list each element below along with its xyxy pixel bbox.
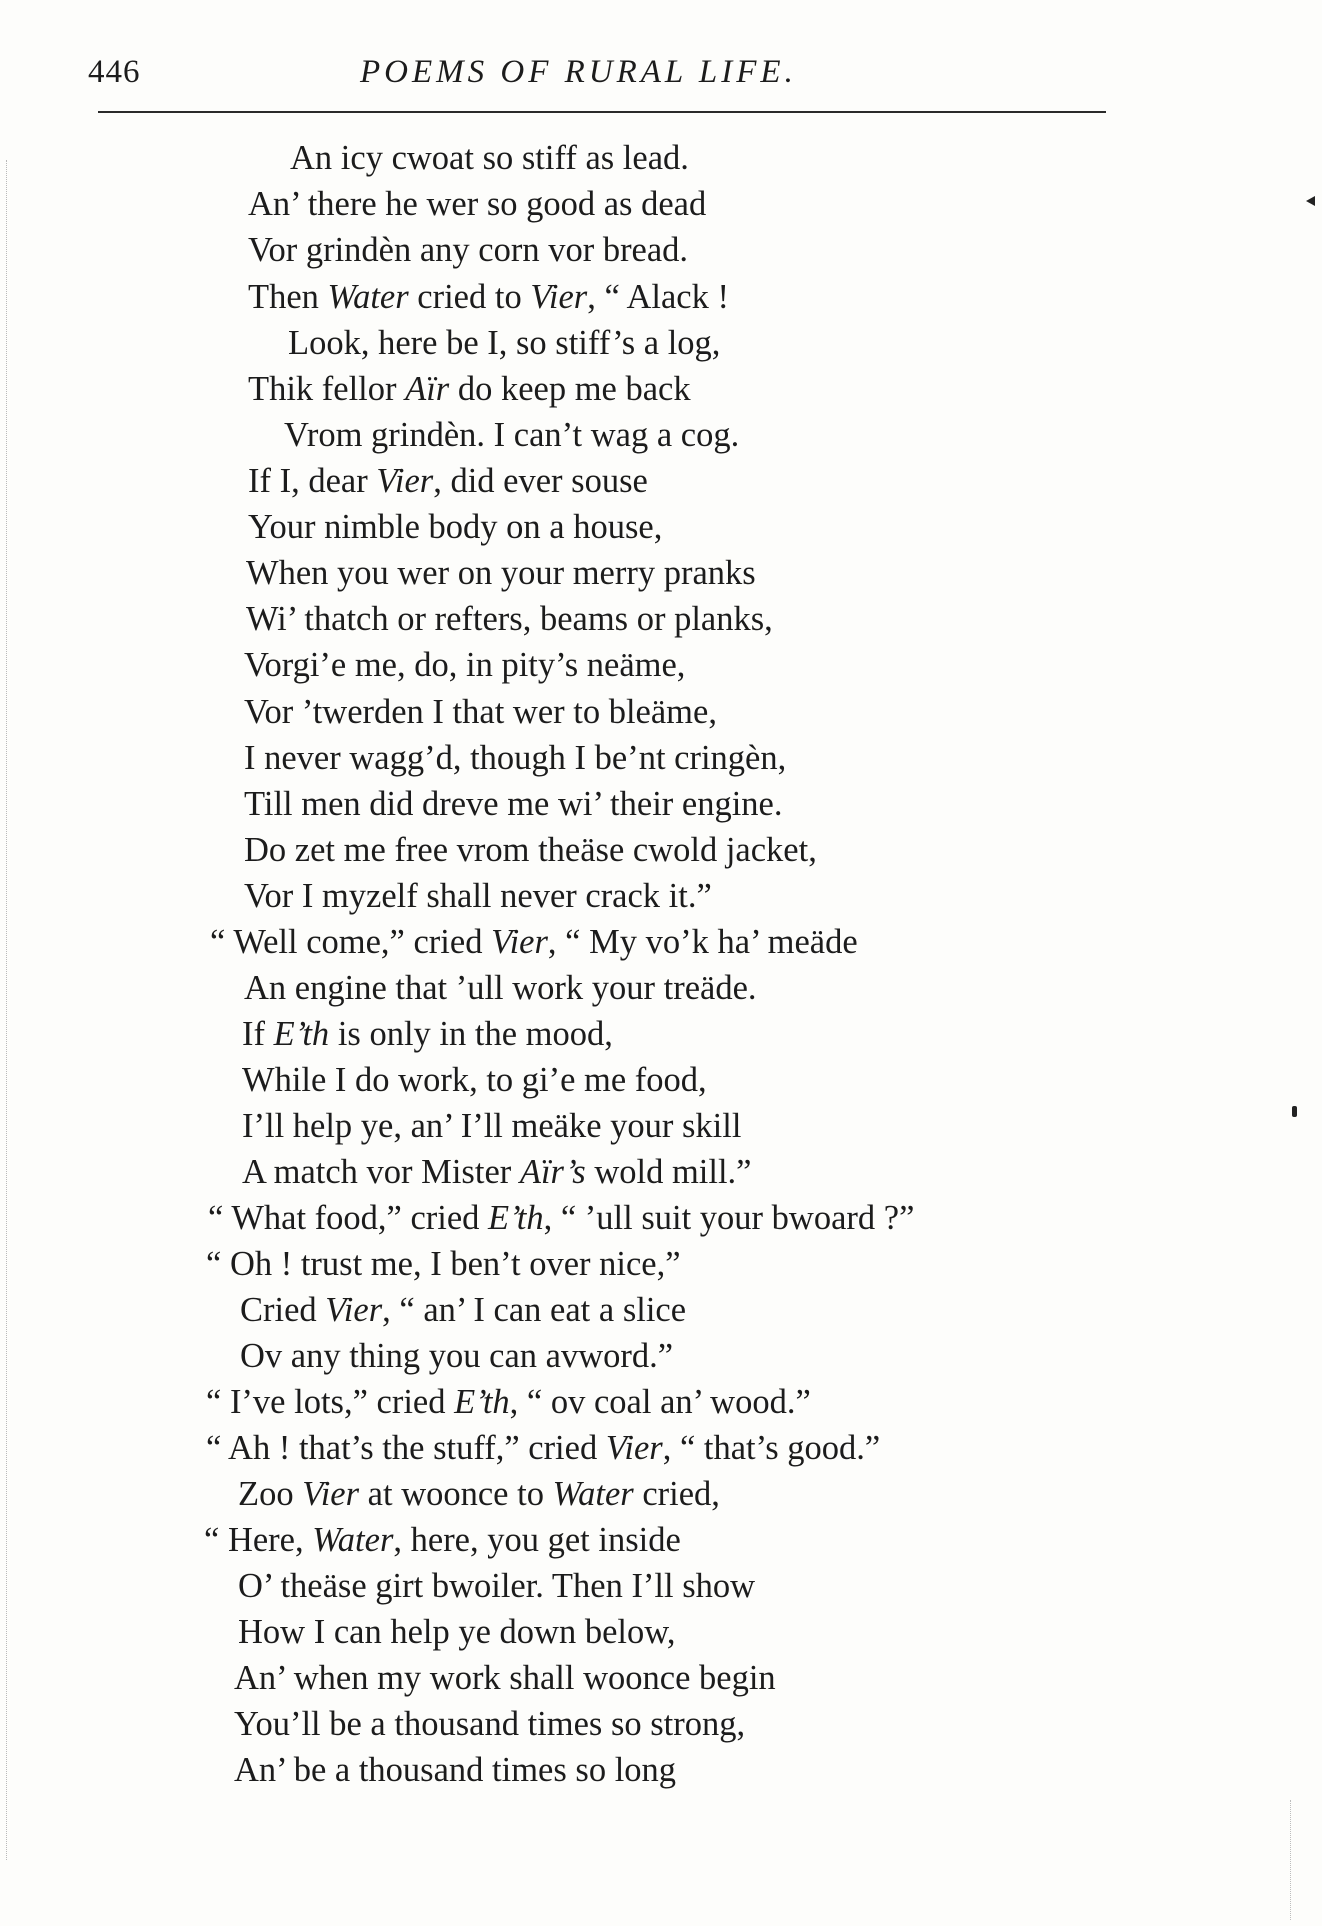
poem-line — [206, 1380, 811, 1424]
poem-line — [244, 828, 817, 872]
poem-line — [248, 367, 691, 411]
line-text: A match vor Mister — [242, 1153, 520, 1191]
line-text: is only in the mood, — [329, 1015, 613, 1053]
poem-line — [244, 966, 757, 1010]
line-text: cried, — [633, 1475, 720, 1513]
poem-line — [234, 1656, 776, 1700]
poem-line — [238, 1472, 720, 1516]
italic-name: Water — [312, 1521, 394, 1559]
line-text: I never wagg’d, though I be’nt cringèn, — [244, 739, 787, 777]
line-text: , here, you get inside — [393, 1521, 681, 1559]
poem-line — [240, 1288, 686, 1332]
line-text: Do zet me free vrom theäse cwold jacket, — [244, 831, 817, 869]
header-rule — [98, 111, 1106, 113]
italic-name: E’th — [488, 1199, 544, 1237]
poem-line — [238, 1564, 755, 1608]
poem-line — [242, 1058, 707, 1102]
poem-line — [248, 505, 662, 549]
poem-line — [242, 1104, 741, 1148]
poem-line — [248, 459, 648, 503]
line-text: Thik fellor — [248, 370, 406, 408]
italic-name: Water — [327, 278, 409, 316]
poem-line — [208, 1196, 914, 1240]
line-text: Then — [248, 278, 328, 316]
line-text: An’ be a thousand times so long — [234, 1751, 677, 1789]
line-text: An engine that ’ull work your treäde. — [244, 969, 757, 1007]
line-text: , “ Alack ! — [587, 278, 729, 316]
margin-arrow-mark — [1306, 196, 1315, 206]
line-text: “ I’ve lots,” cried — [206, 1383, 455, 1421]
line-text: You’ll be a thousand times so strong, — [234, 1705, 746, 1743]
page-edge-shadow-right — [1290, 1800, 1291, 1920]
line-text: Vor I myzelf shall never crack it.” — [244, 877, 712, 915]
running-title: POEMS OF RURAL LIFE. — [360, 54, 797, 90]
poem-line — [244, 782, 782, 826]
italic-name: Vier — [376, 462, 434, 500]
poem-line — [240, 1334, 673, 1378]
line-text: at woonce to — [359, 1475, 553, 1513]
poem-line — [244, 690, 717, 734]
line-text: Ov any thing you can avword.” — [240, 1337, 674, 1375]
line-text: Your nimble body on a house, — [248, 508, 663, 546]
page-edge-shadow — [6, 160, 7, 1860]
poem-line — [244, 736, 786, 780]
poem-line — [242, 1012, 613, 1056]
italic-name: Aïr’s — [519, 1153, 586, 1191]
line-text: An icy cwoat so stiff as lead. — [290, 139, 689, 177]
italic-name: Vier — [530, 278, 588, 316]
line-text: “ Well come,” cried — [210, 923, 492, 961]
line-text: “ Oh ! trust me, I ben’t over nice,” — [206, 1245, 681, 1283]
line-text: Cried — [240, 1291, 326, 1329]
poem-line — [204, 1518, 681, 1562]
line-text: An’ when my work shall woonce begin — [234, 1659, 776, 1697]
line-text: Vrom grindèn. I can’t wag a cog. — [284, 416, 740, 454]
poem-line — [290, 136, 689, 180]
line-text: While I do work, to gi’e me food, — [242, 1061, 707, 1099]
line-text: If I, dear — [248, 462, 377, 500]
poem-line — [288, 321, 720, 365]
poem-line — [246, 551, 756, 595]
poem-line — [210, 920, 858, 964]
italic-name: E’th — [273, 1015, 330, 1053]
line-text: When you wer on your merry pranks — [246, 554, 756, 592]
poem-line — [206, 1426, 880, 1470]
line-text: Vor ’twerden I that wer to bleäme, — [244, 693, 717, 731]
line-text: An’ there he wer so good as dead — [248, 185, 707, 223]
poem-line — [284, 413, 739, 457]
line-text: wold mill.” — [585, 1153, 752, 1191]
italic-name: Vier — [302, 1475, 360, 1513]
line-text: O’ theäse girt bwoiler. Then I’ll show — [238, 1567, 756, 1605]
line-text: Wi’ thatch or refters, beams or planks, — [246, 600, 773, 638]
line-text: Look, here be I, so stiff’s a log, — [288, 324, 721, 362]
poem-line — [248, 182, 706, 226]
italic-name: E’th — [454, 1383, 510, 1421]
line-text: “ Ah ! that’s the stuff,” cried — [206, 1429, 606, 1467]
page-number: 446 — [88, 54, 141, 90]
line-text: Till men did dreve me wi’ their engine. — [244, 785, 783, 823]
line-text: Vor grindèn any corn vor bread. — [248, 231, 689, 269]
poem-line — [234, 1748, 676, 1792]
poem-line — [234, 1702, 745, 1746]
line-text: , “ My vo’k ha’ meäde — [547, 923, 858, 961]
italic-name: Vier — [325, 1291, 383, 1329]
line-text: I’ll help ye, an’ I’ll meäke your skill — [242, 1107, 742, 1145]
margin-ink-mark — [1292, 1106, 1297, 1117]
italic-name: Vier — [605, 1429, 663, 1467]
line-text: How I can help ye down below, — [238, 1613, 676, 1651]
line-text: , “ ov coal an’ wood.” — [509, 1383, 811, 1421]
line-text: do keep me back — [449, 370, 691, 408]
line-text: , “ that’s good.” — [662, 1429, 881, 1467]
poem-line — [238, 1610, 676, 1654]
poem-line — [242, 1150, 752, 1194]
poem-line — [244, 874, 712, 918]
poem-line — [246, 597, 773, 641]
line-text: Vorgi’e me, do, in pity’s neäme, — [244, 646, 686, 684]
line-text: , did ever souse — [433, 462, 648, 500]
line-text: Zoo — [238, 1475, 303, 1513]
line-text: “ Here, — [204, 1521, 313, 1559]
line-text: cried to — [408, 278, 531, 316]
poem-line — [248, 275, 729, 319]
poem-line — [244, 643, 685, 687]
italic-name: Vier — [491, 923, 548, 961]
line-text: , “ ’ull suit your bwoard ?” — [543, 1199, 915, 1237]
italic-name: Water — [552, 1475, 634, 1513]
line-text: “ What food,” cried — [208, 1199, 489, 1237]
line-text: If — [242, 1015, 274, 1053]
poem-line — [206, 1242, 681, 1286]
line-text: , “ an’ I can eat a slice — [382, 1291, 687, 1329]
italic-name: Aïr — [405, 370, 450, 408]
poem-line — [248, 228, 688, 272]
